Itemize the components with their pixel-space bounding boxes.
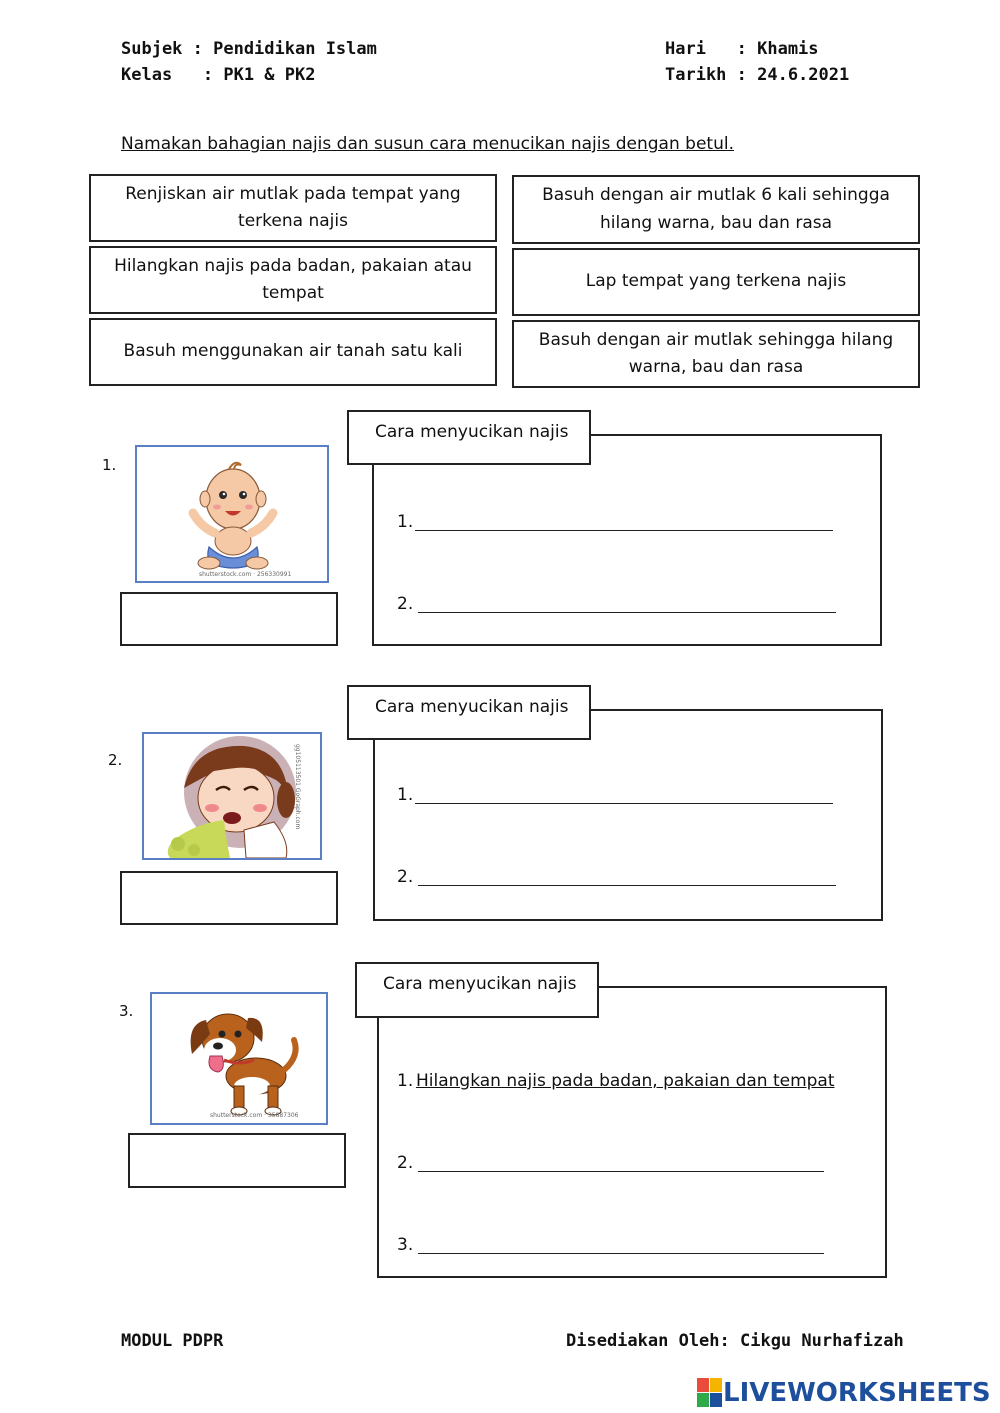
liveworksheets-logo-icon (697, 1378, 723, 1408)
answer-box-najis-type[interactable] (120, 592, 338, 646)
step-number: 2. (397, 867, 414, 887)
answer-line-step-2[interactable] (418, 1171, 824, 1172)
step-number: 3. (397, 1235, 414, 1255)
answer-line-step-2[interactable] (418, 885, 836, 886)
option-text: Basuh dengan air mutlak sehingga hilang warna, bau dan rasa (538, 329, 894, 377)
option-card[interactable] (512, 248, 920, 316)
answer-box-najis-type[interactable] (128, 1133, 346, 1188)
given-step-text: Hilangkan najis pada badan, pakaian dan tempat (416, 1071, 835, 1091)
image-watermark: shutterstock.com · 35887306 (210, 1112, 299, 1119)
steps-tab-title: Cara menyucikan najis (355, 962, 599, 1018)
liveworksheets-logo[interactable] (697, 1378, 991, 1408)
step-number: 1. (397, 1071, 414, 1091)
footer-module-label: MODUL PDPR (121, 1331, 224, 1351)
question-image-frame (150, 992, 328, 1125)
baby-icon (137, 447, 327, 581)
option-text: Renjiskan air mutlak pada tempat yang terkena najis (125, 183, 461, 231)
steps-tab-title: Cara menyucikan najis (347, 685, 591, 740)
step-number: 1. (397, 785, 414, 805)
answer-line-step-1[interactable] (415, 803, 833, 804)
date-label: Tarikh : 24.6.2021 (665, 65, 850, 85)
question-image-frame (135, 445, 329, 583)
answer-box-najis-type[interactable] (120, 871, 338, 925)
step-number: 2. (397, 594, 414, 614)
class-label: Kelas : PK1 & PK2 (121, 65, 316, 85)
option-card[interactable] (89, 174, 497, 242)
option-card[interactable] (512, 320, 920, 388)
question-number: 2. (108, 751, 123, 769)
option-text: Basuh menggunakan air tanah satu kali (123, 341, 463, 362)
day-label: Hari : Khamis (665, 39, 819, 59)
answer-line-step-2[interactable] (418, 612, 836, 613)
steps-panel (373, 709, 883, 921)
steps-tab-title: Cara menyucikan najis (347, 410, 591, 465)
instruction-text: Namakan bahagian najis dan susun cara menucikan najis dengan betul. (121, 134, 734, 154)
option-card[interactable] (512, 175, 920, 244)
question-number: 1. (102, 456, 117, 474)
option-card[interactable] (89, 318, 497, 386)
answer-line-step-1[interactable] (415, 530, 833, 531)
question-number: 3. (119, 1002, 134, 1020)
brand-name: LIVEWORKSHEETS (723, 1378, 991, 1408)
footer-author-label: Disediakan Oleh: Cikgu Nurhafizah (566, 1331, 904, 1351)
dog-icon (152, 994, 326, 1123)
option-card[interactable] (89, 246, 497, 314)
question-image-frame (142, 732, 322, 860)
answer-line-step-3[interactable] (418, 1253, 824, 1254)
subject-label: Subjek : Pendidikan Islam (121, 39, 377, 59)
steps-panel (372, 434, 882, 646)
option-text: Basuh dengan air mutlak 6 kali sehingga hilang warna, bau dan rasa (542, 185, 890, 233)
steps-panel (377, 986, 887, 1278)
option-text: Lap tempat yang terkena najis (585, 271, 847, 292)
image-watermark: shutterstock.com · 256330991 (199, 571, 292, 578)
option-text: Hilangkan najis pada badan, pakaian atau tempat (114, 255, 472, 303)
image-watermark: gg105113501 GoGraph.com (294, 744, 301, 830)
step-number: 1. (397, 512, 414, 532)
step-number: 2. (397, 1153, 414, 1173)
